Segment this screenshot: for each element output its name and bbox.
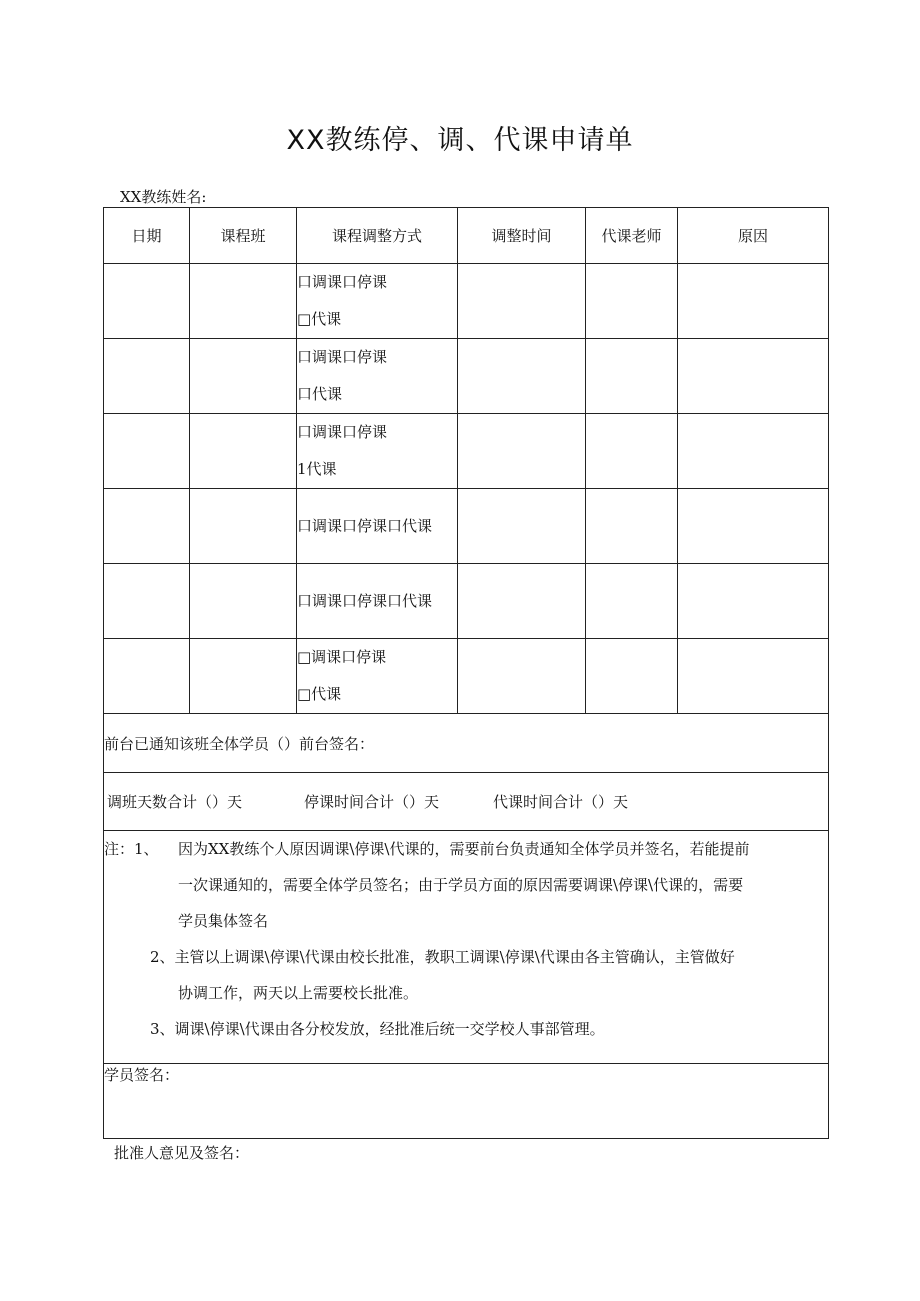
table-row bbox=[104, 564, 829, 639]
method-cell[interactable] bbox=[297, 564, 458, 639]
adjust-days-total[interactable]: 调班天数合计（）天 bbox=[107, 793, 243, 811]
note-1-line-1: 因为XX教练个人原因调课\停课\代课的，需要前台负责通知全体学员并签名，若能提前 bbox=[178, 840, 750, 858]
substitute-teacher-cell[interactable] bbox=[586, 639, 678, 714]
table-row bbox=[104, 339, 829, 414]
method-cell[interactable] bbox=[297, 339, 458, 414]
method-option-line: 口调课口停课 bbox=[297, 348, 388, 366]
method-option-line: □代课 bbox=[297, 685, 342, 703]
note-2-line-2: 协调工作，两天以上需要校长批准。 bbox=[178, 984, 419, 1002]
reason-cell[interactable] bbox=[678, 639, 829, 714]
front-desk-notify-field[interactable]: 前台已通知该班全体学员（）前台签名： bbox=[104, 714, 829, 773]
reason-cell[interactable] bbox=[678, 489, 829, 564]
substitute-teacher-cell[interactable] bbox=[586, 489, 678, 564]
table-row bbox=[104, 639, 829, 714]
table-row bbox=[104, 264, 829, 339]
table-row bbox=[104, 489, 829, 564]
date-cell[interactable] bbox=[104, 639, 190, 714]
method-option-line: 口代课 bbox=[297, 385, 343, 403]
method-option-line: 口调课口停课口代课 bbox=[297, 516, 433, 535]
reason-cell[interactable] bbox=[678, 339, 829, 414]
coach-name-label: XX教练姓名: bbox=[120, 188, 207, 206]
notes-row bbox=[104, 831, 829, 1064]
totals-cell bbox=[104, 773, 829, 831]
adjust-time-cell[interactable] bbox=[458, 264, 586, 339]
substitute-teacher-cell[interactable] bbox=[586, 264, 678, 339]
reason-cell[interactable] bbox=[678, 564, 829, 639]
note-1 bbox=[104, 831, 828, 867]
method-option-line: 口调课口停课 bbox=[297, 273, 388, 291]
course-class-cell[interactable] bbox=[190, 489, 297, 564]
approver-signature-label: 批准人意见及签名： bbox=[114, 1144, 250, 1162]
adjust-time-cell[interactable] bbox=[458, 339, 586, 414]
method-option-line: 口调课口停课口代课 bbox=[297, 591, 433, 610]
substitute-teacher-cell[interactable] bbox=[586, 414, 678, 489]
header-adjust-time: 调整时间 bbox=[458, 208, 586, 264]
course-class-cell[interactable] bbox=[190, 414, 297, 489]
adjust-time-cell[interactable] bbox=[458, 639, 586, 714]
course-class-cell[interactable] bbox=[190, 264, 297, 339]
date-cell[interactable] bbox=[104, 489, 190, 564]
substitute-teacher-cell[interactable] bbox=[586, 564, 678, 639]
substitute-days-total[interactable]: 代课时间合计（）天 bbox=[493, 793, 629, 811]
method-cell[interactable] bbox=[297, 489, 458, 564]
stop-days-total[interactable]: 停课时间合计（）天 bbox=[304, 793, 440, 811]
date-cell[interactable] bbox=[104, 339, 190, 414]
note-prefix: 注：1、 bbox=[104, 840, 159, 858]
reason-cell[interactable] bbox=[678, 414, 829, 489]
notify-row bbox=[104, 714, 829, 773]
method-cell[interactable] bbox=[297, 639, 458, 714]
application-form-table bbox=[103, 207, 829, 1139]
course-class-cell[interactable] bbox=[190, 339, 297, 414]
note-2-line-1: 2、主管以上调课\停课\代课由校长批准，教职工调课\停课\代课由各主管确认，主管做好 bbox=[150, 948, 735, 966]
header-reason: 原因 bbox=[678, 208, 829, 264]
reason-cell[interactable] bbox=[678, 264, 829, 339]
method-option-line: 1代课 bbox=[297, 460, 337, 478]
substitute-teacher-cell[interactable] bbox=[586, 339, 678, 414]
course-class-cell[interactable] bbox=[190, 564, 297, 639]
student-signature-field[interactable]: 学员签名： bbox=[104, 1064, 829, 1139]
note-1-line-2: 一次课通知的，需要全体学员签名；由于学员方面的原因需要调课\停课\代课的，需要 bbox=[178, 876, 744, 894]
method-cell[interactable] bbox=[297, 264, 458, 339]
adjust-time-cell[interactable] bbox=[458, 564, 586, 639]
header-substitute-teacher: 代课老师 bbox=[586, 208, 678, 264]
date-cell[interactable] bbox=[104, 564, 190, 639]
note-1-line-3: 学员集体签名 bbox=[178, 912, 269, 930]
course-class-cell[interactable] bbox=[190, 639, 297, 714]
table-row bbox=[104, 414, 829, 489]
adjust-time-cell[interactable] bbox=[458, 489, 586, 564]
student-sign-row bbox=[104, 1064, 829, 1139]
header-date: 日期 bbox=[104, 208, 190, 264]
page-title: XX教练停、调、代课申请单 bbox=[286, 125, 634, 156]
header-course-class: 课程班 bbox=[190, 208, 297, 264]
notes-cell bbox=[104, 831, 829, 1064]
method-option-line: □代课 bbox=[297, 310, 342, 328]
totals-row bbox=[104, 773, 829, 831]
adjust-time-cell[interactable] bbox=[458, 414, 586, 489]
date-cell[interactable] bbox=[104, 414, 190, 489]
header-row bbox=[104, 208, 829, 264]
note-3-line-1: 3、调课\停课\代课由各分校发放，经批准后统一交学校人事部管理。 bbox=[150, 1020, 605, 1038]
method-cell[interactable] bbox=[297, 414, 458, 489]
date-cell[interactable] bbox=[104, 264, 190, 339]
header-adjust-method: 课程调整方式 bbox=[297, 208, 458, 264]
method-option-line: □调课口停课 bbox=[297, 648, 387, 666]
method-option-line: 口调课口停课 bbox=[297, 423, 388, 441]
